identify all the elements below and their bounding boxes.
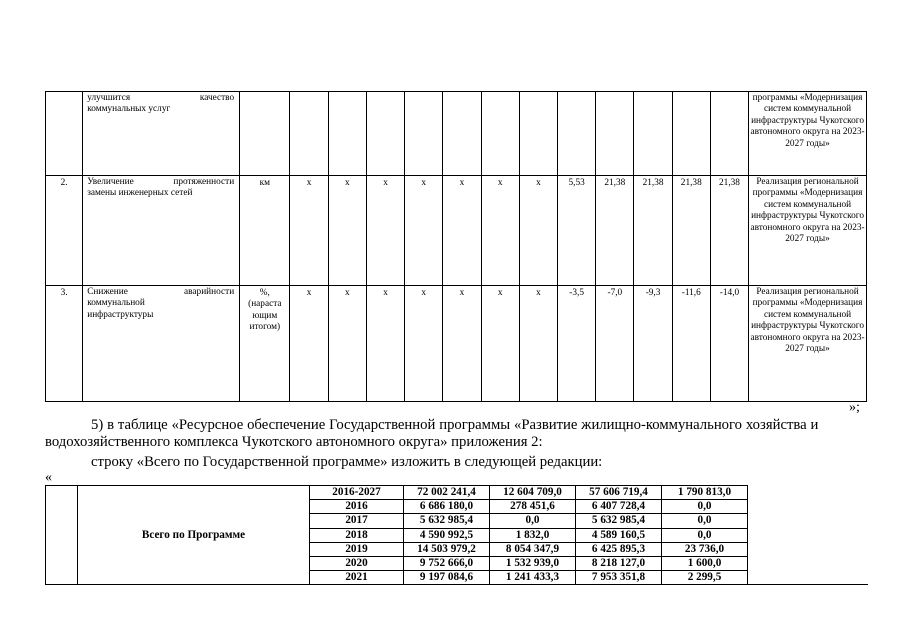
indicator-value xyxy=(443,92,481,176)
indicator-value: х xyxy=(519,286,557,402)
indicator-value xyxy=(290,92,328,176)
indicator-name-line: замены инженерных сетей xyxy=(87,188,193,199)
indicator-value xyxy=(596,92,634,176)
indicator-number xyxy=(46,92,83,176)
indicator-value: -3,5 xyxy=(558,286,596,402)
indicator-value: 21,38 xyxy=(710,176,748,286)
indicator-value: -9,3 xyxy=(634,286,672,402)
indicator-implementation: программы «Модернизация систем коммунальной инфраструктуры Чукотского автономного округа на 2023-2027 годы» xyxy=(749,92,867,176)
indicator-value: х xyxy=(481,286,519,402)
funding-c3: 23 736,0 xyxy=(662,542,748,556)
funding-c1: 12 604 709,0 xyxy=(490,486,576,500)
funding-c1: 1 832,0 xyxy=(490,528,576,542)
indicator-value: 21,38 xyxy=(634,176,672,286)
funding-c1: 278 451,6 xyxy=(490,500,576,514)
funding-c2: 4 589 160,5 xyxy=(576,528,662,542)
indicator-value: х xyxy=(366,286,404,402)
indicator-value: х xyxy=(405,286,443,402)
indicator-value: х xyxy=(481,176,519,286)
funding-total: 9 752 666,0 xyxy=(404,557,490,571)
indicator-value: х xyxy=(405,176,443,286)
indicator-value: 5,53 xyxy=(558,176,596,286)
indicator-value xyxy=(328,92,366,176)
indicator-name-line: коммунальной xyxy=(87,298,145,309)
funding-empty-cell xyxy=(748,486,868,585)
funding-c2: 5 632 985,4 xyxy=(576,514,662,528)
indicator-value xyxy=(672,92,710,176)
funding-c2: 6 425 895,3 xyxy=(576,542,662,556)
indicator-value: х xyxy=(366,176,404,286)
indicator-number: 3. xyxy=(46,286,83,402)
funding-c3: 1 600,0 xyxy=(662,557,748,571)
indicator-value xyxy=(366,92,404,176)
funding-total: 5 632 985,4 xyxy=(404,514,490,528)
funding-c3: 1 790 813,0 xyxy=(662,486,748,500)
paragraph-item-5-continued: водохозяйственного комплекса Чукотского автономного округа» приложения 2: xyxy=(45,434,543,450)
indicator-value: х xyxy=(290,286,328,402)
indicator-value: 21,38 xyxy=(596,176,634,286)
funding-row xyxy=(46,486,868,500)
funding-total: 4 590 992,5 xyxy=(404,528,490,542)
indicator-value xyxy=(405,92,443,176)
funding-c3: 0,0 xyxy=(662,514,748,528)
indicator-implementation: Реализация региональной программы «Модернизация систем коммунальной инфраструктуры Чукотского автономного округа на 2023-2027 годы» xyxy=(749,176,867,286)
indicator-value: 21,38 xyxy=(672,176,710,286)
indicator-name-line: коммунальных услуг xyxy=(87,104,171,115)
funding-total: 72 002 241,4 xyxy=(404,486,490,500)
indicator-name-line: Увеличение протяженности xyxy=(87,177,235,187)
funding-period: 2020 xyxy=(310,557,404,571)
indicator-value: х xyxy=(328,176,366,286)
funding-blank-cell xyxy=(46,486,78,585)
funding-period: 2021 xyxy=(310,571,404,585)
indicator-implementation: Реализация региональной программы «Модернизация систем коммунальной инфраструктуры Чукотского автономного округа на 2023-2027 годы» xyxy=(749,286,867,402)
indicators-table xyxy=(45,91,867,402)
indicator-value: -11,6 xyxy=(672,286,710,402)
indicator-value: -7,0 xyxy=(596,286,634,402)
opening-quote-mark: « xyxy=(45,470,52,485)
funding-c1: 0,0 xyxy=(490,514,576,528)
indicator-name xyxy=(83,176,240,286)
indicator-name-line: инфраструктуры xyxy=(87,309,154,320)
funding-total: 14 503 979,2 xyxy=(404,542,490,556)
indicator-value: х xyxy=(290,176,328,286)
funding-period: 2018 xyxy=(310,528,404,542)
funding-c1: 1 532 939,0 xyxy=(490,557,576,571)
indicator-value: х xyxy=(328,286,366,402)
indicator-name xyxy=(83,286,240,402)
indicator-unit: %, (нараста ющим итогом) xyxy=(240,286,290,402)
funding-c3: 0,0 xyxy=(662,528,748,542)
funding-period: 2017 xyxy=(310,514,404,528)
indicator-name-line: улучшится качество xyxy=(87,93,235,103)
indicator-value: х xyxy=(443,286,481,402)
funding-c2: 7 953 351,8 xyxy=(576,571,662,585)
indicator-number: 2. xyxy=(46,176,83,286)
closing-quote-mark: »; xyxy=(849,400,860,415)
funding-period: 2016 xyxy=(310,500,404,514)
indicator-unit xyxy=(240,92,290,176)
funding-period: 2019 xyxy=(310,542,404,556)
indicator-value xyxy=(634,92,672,176)
funding-c2: 57 606 719,4 xyxy=(576,486,662,500)
indicator-value xyxy=(558,92,596,176)
indicator-name xyxy=(83,92,240,176)
funding-total: 9 197 084,6 xyxy=(404,571,490,585)
funding-c1: 1 241 433,3 xyxy=(490,571,576,585)
indicator-value xyxy=(481,92,519,176)
funding-c2: 8 218 127,0 xyxy=(576,557,662,571)
indicator-value: -14,0 xyxy=(710,286,748,402)
funding-c2: 6 407 728,4 xyxy=(576,500,662,514)
funding-c3: 2 299,5 xyxy=(662,571,748,585)
indicator-value xyxy=(519,92,557,176)
indicator-row xyxy=(46,176,867,286)
indicator-name-line: Снижение аварийности xyxy=(87,287,235,297)
funding-total: 6 686 180,0 xyxy=(404,500,490,514)
funding-total-label: Всего по Программе xyxy=(78,486,310,585)
funding-table xyxy=(45,485,868,585)
funding-c3: 0,0 xyxy=(662,500,748,514)
indicator-row xyxy=(46,286,867,402)
paragraph-item-5: 5) в таблице «Ресурсное обеспечение Государственной программы «Развитие жилищно-коммунального хозяйства и xyxy=(91,417,819,433)
indicator-unit: км xyxy=(240,176,290,286)
funding-period: 2016-2027 xyxy=(310,486,404,500)
indicator-value: х xyxy=(443,176,481,286)
paragraph-replace-row: строку «Всего по Государственной программе» изложить в следующей редакции: xyxy=(91,454,603,470)
indicator-value xyxy=(710,92,748,176)
indicator-value: х xyxy=(519,176,557,286)
indicator-row xyxy=(46,92,867,176)
funding-c1: 8 054 347,9 xyxy=(490,542,576,556)
